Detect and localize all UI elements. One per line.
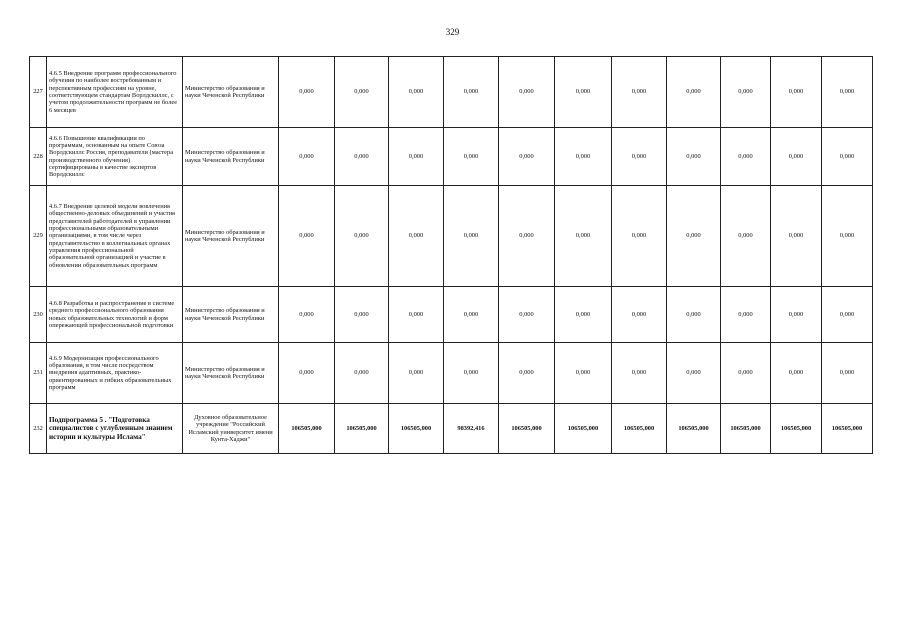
- value-cell: 0,000: [335, 287, 389, 343]
- value-cell: 0,000: [444, 57, 499, 128]
- value-cell: 0,000: [612, 57, 667, 128]
- value-cell: 0,000: [389, 186, 444, 287]
- value-cell: 0,000: [612, 186, 667, 287]
- value-cell: 0,000: [822, 343, 873, 404]
- value-cell: 106505,000: [771, 404, 822, 454]
- page-number: 329: [445, 27, 460, 37]
- value-cell: 0,000: [721, 287, 771, 343]
- value-cell: 0,000: [499, 128, 555, 186]
- value-cell: 0,000: [771, 186, 822, 287]
- value-cell: 0,000: [389, 128, 444, 186]
- value-cell: 0,000: [771, 343, 822, 404]
- row-number: 231: [30, 343, 47, 404]
- value-cell: 0,000: [721, 57, 771, 128]
- value-cell: 0,000: [555, 343, 612, 404]
- value-cell: 0,000: [612, 128, 667, 186]
- value-cell: 0,000: [667, 343, 721, 404]
- value-cell: 106505,000: [389, 404, 444, 454]
- value-cell: 106505,000: [822, 404, 873, 454]
- row-number: 228: [30, 128, 47, 186]
- value-cell: 0,000: [279, 186, 335, 287]
- value-cell: 0,000: [279, 287, 335, 343]
- activity-name: 4.6.9 Модернизация профессионального образования, в том числе посредством внедрения адаптивных, практико-ориентированных и гибких образовательных программ: [47, 343, 183, 404]
- value-cell: 0,000: [444, 186, 499, 287]
- value-cell: 0,000: [335, 128, 389, 186]
- value-cell: 0,000: [667, 128, 721, 186]
- value-cell: 0,000: [612, 287, 667, 343]
- activity-name: 4.6.7 Внедрение целевой модели вовлечения общественно-деловых объединений и участия представителей работодателей в управлении профессиональными образовательными организациями, в том числе через представительство в коллегиальных органах управления профессиональной образовательной организацией и участие в обновлении образовательных программ: [47, 186, 183, 287]
- responsible-org: Министерство образования и науки Чеченской Республики: [183, 287, 279, 343]
- value-cell: 0,000: [721, 343, 771, 404]
- table-row-subprogram-total: [30, 404, 873, 454]
- value-cell: 0,000: [444, 343, 499, 404]
- value-cell: 0,000: [667, 186, 721, 287]
- value-cell: 0,000: [721, 128, 771, 186]
- value-cell: 106505,000: [499, 404, 555, 454]
- value-cell: 0,000: [389, 287, 444, 343]
- value-cell: 0,000: [335, 343, 389, 404]
- value-cell: 0,000: [822, 287, 873, 343]
- value-cell: 0,000: [389, 57, 444, 128]
- value-cell: 0,000: [667, 57, 721, 128]
- value-cell: 0,000: [721, 186, 771, 287]
- value-cell: 0,000: [612, 343, 667, 404]
- value-cell: 0,000: [667, 287, 721, 343]
- value-cell: 0,000: [771, 287, 822, 343]
- value-cell: 106505,000: [612, 404, 667, 454]
- table-row: [30, 186, 873, 287]
- activity-name: 4.6.6 Повышение квалификации по программам, основанным на опыте Союза Ворлдскиллс Россия, преподаватели (мастера производственного обучения) сертифицированы в качестве экспертов Ворлдскиллс: [47, 128, 183, 186]
- value-cell: 0,000: [279, 343, 335, 404]
- row-number: 227: [30, 57, 47, 128]
- value-cell: 106505,000: [667, 404, 721, 454]
- value-cell: 0,000: [499, 287, 555, 343]
- value-cell: 0,000: [499, 186, 555, 287]
- value-cell: 0,000: [279, 128, 335, 186]
- value-cell: 0,000: [555, 186, 612, 287]
- value-cell: 0,000: [335, 186, 389, 287]
- value-cell: 0,000: [771, 128, 822, 186]
- responsible-org: Министерство образования и науки Чеченской Республики: [183, 186, 279, 287]
- value-cell: 106505,000: [279, 404, 335, 454]
- value-cell: 0,000: [335, 57, 389, 128]
- row-number: 229: [30, 186, 47, 287]
- value-cell: 106505,000: [555, 404, 612, 454]
- value-cell: 0,000: [444, 287, 499, 343]
- value-cell: 0,000: [444, 128, 499, 186]
- value-cell: 0,000: [499, 57, 555, 128]
- table-row: [30, 343, 873, 404]
- row-number: 230: [30, 287, 47, 343]
- value-cell: 0,000: [389, 343, 444, 404]
- value-cell: 0,000: [822, 186, 873, 287]
- value-cell: 0,000: [771, 57, 822, 128]
- table-row: [30, 287, 873, 343]
- value-cell: 0,000: [822, 128, 873, 186]
- table-row: [30, 57, 873, 128]
- table-row: [30, 128, 873, 186]
- responsible-org: Министерство образования и науки Чеченской Республики: [183, 128, 279, 186]
- activity-name: 4.6.8 Разработка и распространение в системе среднего профессионального образования новых образовательных технологий и форм опережающей профессиональной подготовки: [47, 287, 183, 343]
- value-cell: 106505,000: [335, 404, 389, 454]
- value-cell: 0,000: [555, 57, 612, 128]
- value-cell: 0,000: [279, 57, 335, 128]
- value-cell: 0,000: [499, 343, 555, 404]
- budget-table: [29, 56, 873, 454]
- value-cell: 98392,416: [444, 404, 499, 454]
- subprogram-name: Подпрограмма 5 . "Подготовка специалистов с углубленным знанием истории и культуры Ислама": [47, 404, 183, 454]
- value-cell: 0,000: [555, 287, 612, 343]
- value-cell: 0,000: [555, 128, 612, 186]
- row-number: 232: [30, 404, 47, 454]
- responsible-org: Духовное образовательное учреждение "Российский Исламский университет имени Кунта-Хаджи": [183, 404, 279, 454]
- value-cell: 0,000: [822, 57, 873, 128]
- value-cell: 106505,000: [721, 404, 771, 454]
- responsible-org: Министерство образования и науки Чеченской Республики: [183, 343, 279, 404]
- activity-name: 4.6.5 Внедрение программ профессионального обучения по наиболее востребованным и перспективным профессиям на уровне, соответствующем стандартам Ворлдскиллс, с учетом продолжительности программ не более 6 месяцев: [47, 57, 183, 128]
- responsible-org: Министерство образования и науки Чеченской Республики: [183, 57, 279, 128]
